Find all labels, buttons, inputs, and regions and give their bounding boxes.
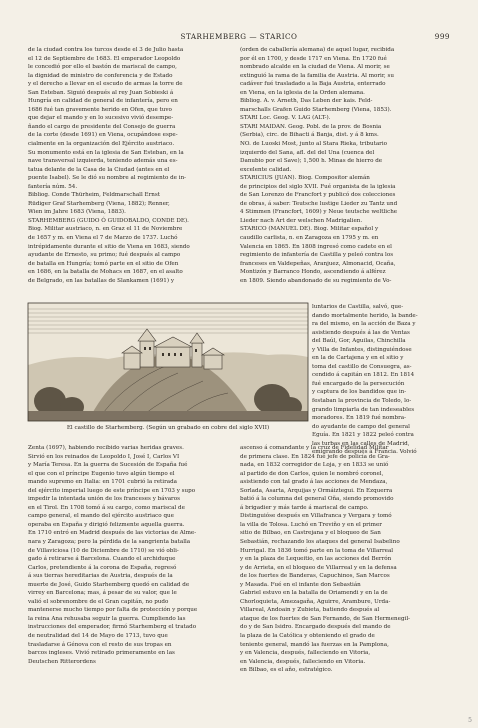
text-line: nombrado alcalde en la ciudad de Viena. Al morir, se bbox=[240, 64, 390, 71]
column-left-top bbox=[28, 46, 224, 298]
text-line: San Esteban. Siguió después al rey Juan Sobieski á bbox=[28, 89, 174, 96]
figure-caption: El castillo de Starhemberg. (Según un grabado en cobre del siglo XVII) bbox=[66, 425, 270, 431]
text-line: asistiendo después á las de Ventas bbox=[312, 329, 410, 336]
text-line: Valencia en 1865. En 1808 ingresó como cadete en el bbox=[240, 243, 392, 250]
text-line: do ayudante de campo del general bbox=[312, 423, 410, 430]
page-number: 999 bbox=[434, 32, 450, 41]
text-line: de los fuertes de Banderas, Capuchinos, San Marcos bbox=[240, 573, 390, 580]
text-line: de la ciudad contra los turcos desde el 3 de Julio hasta bbox=[28, 47, 184, 53]
text-line: de obras, á saber: Teutsche lustige Lieder zu Tantz und bbox=[240, 200, 398, 207]
text-line: de 1657 y m. en Viena el 7 de Marzo de 1737. Luchó bbox=[28, 235, 178, 242]
text-line: Eguía. En 1821 y 1822 peleó contra bbox=[312, 432, 414, 439]
text-line: ataque de los fuertes de San Fernando, de San Hermenegil- bbox=[240, 615, 411, 622]
text-line: STARHEMBERG (GUIDO Ó GUIDOBALDO, CONDE DE). bbox=[28, 217, 189, 224]
text-line: Bibliog. A. v. Arneth, Das Leben der kais. Feld- bbox=[240, 98, 373, 105]
text-line: asistiendo con tal grado á las acciones de Mendaza, bbox=[240, 479, 388, 486]
text-line: en Valencia, después, falleciendo en Vitoria. bbox=[240, 658, 366, 665]
text-line: ascenso á comandante y la cruz de Fidelidad Militar bbox=[240, 445, 389, 451]
text-line: extinguió la rama de la familia de Austria. Al morir, su bbox=[240, 72, 394, 79]
text-line: puente Isabel). Se le dió su nombre al regimiento de in- bbox=[28, 175, 187, 182]
text-line: y el derecho a llevar en el escudo de armas la torre de bbox=[28, 81, 183, 88]
text-line: de batalla en Hungría; tomó parte en el sitio de Ofen bbox=[28, 260, 179, 267]
column-right-top bbox=[240, 46, 452, 298]
column-left-bottom bbox=[28, 444, 224, 698]
text-line: de primera clase. En 1824 fué jefe de policía de Gra- bbox=[240, 453, 390, 460]
text-line: y Villa de Infantes, distinguiéndose bbox=[312, 346, 412, 353]
text-line: franceses en Valdepeñas, Aranjuez, Almonacid, Ocaña, bbox=[240, 260, 396, 267]
text-line: izquierdo del Sana, afl. del del Una (cuenca del bbox=[240, 149, 375, 156]
text-line: tatua delante de la Casa de la Ciudad (antes en el bbox=[28, 166, 170, 173]
text-line: Rüdiger Graf Starhemberg (Viena, 1882); Renner, bbox=[28, 200, 170, 207]
text-line: toma del castillo de Consuegra, as- bbox=[312, 363, 412, 370]
text-line: mantenerse mucho tiempo por falta de protección y porque bbox=[28, 607, 198, 614]
text-line: de Villaviciosa (10 de Diciembre de 1710) se vió obli- bbox=[28, 547, 179, 554]
text-line: cendido á capitán en 1812. En 1814 bbox=[312, 372, 415, 379]
text-line: Deutschen Ritterordens bbox=[28, 658, 96, 665]
text-line: cadáver fué trasladado a la Baja Austria, enterrado bbox=[240, 81, 386, 88]
text-line: nara y Zaragoza; pero la pérdida de la sangrienta batalla bbox=[28, 539, 191, 546]
text-line: sitio de Bilbao, en Castrejana y el bloqueo de San bbox=[240, 530, 381, 537]
text-line: por él en 1700, y desde 1717 en Viena. En 1720 fué bbox=[240, 55, 387, 62]
text-line: valió el sobrenombre de el Gran capitán, no pudo bbox=[28, 598, 169, 605]
text-line: en la de Cartajena y en el sitio y bbox=[312, 355, 404, 362]
text-line: Sebastián, rechazando los ataques del general Isabelino bbox=[240, 539, 400, 546]
column-right-bottom bbox=[240, 444, 452, 698]
text-line: Bibliog. Conde Thürheim, Feldmarschall Ernst bbox=[28, 192, 160, 199]
text-line: Gabriel estuvo en la batalla de Oriamendi y en la de bbox=[240, 590, 388, 597]
text-line: nada, en 1832 corregidor de Loja, y en 1833 se unió bbox=[240, 462, 389, 469]
text-line: del Baúl, Gor, Aguilas, Chinchilla bbox=[312, 338, 406, 345]
text-line: dando mortalmente herido, la bande- bbox=[312, 312, 418, 319]
text-line: y Masada. Fué en el infante don Sebastián bbox=[240, 581, 361, 588]
text-line: y en Valencia, después, falleciendo en Vitoria, bbox=[240, 650, 371, 657]
text-line: 1686 fué tan gravemente herido en Ofen, que tuvo bbox=[28, 106, 172, 113]
text-line: Hungría en calidad de general de infantería, pero en bbox=[28, 98, 178, 105]
text-line: STARICIUS (JUAN). Biog. Compositor alemán bbox=[240, 175, 370, 182]
text-line: Hurrigal. En 1836 tomó parte en la toma de Villarreal bbox=[240, 547, 394, 554]
text-line: y María Teresa. En la guerra de Sucesión de España fué bbox=[28, 462, 188, 469]
corner-mark: 5 bbox=[468, 717, 472, 724]
text-line: Villareal, Andoain y Zubieta, batiendo después al bbox=[240, 607, 380, 614]
text-line: caudillo carlista, n. en Zaragoza en 1795 y m. en bbox=[240, 235, 379, 242]
page-header bbox=[28, 32, 450, 44]
text-line: en el Tirol. En 1708 tomó á su cargo, como mariscal de bbox=[28, 504, 185, 511]
text-line: STARI MAIDAN. Geog. Pobl. de la prov. de Bosnia bbox=[240, 123, 382, 130]
text-line: y en la plaza de Lequeitio, en las acciones del Berrón bbox=[240, 556, 392, 563]
text-line: (Serbia), circ. de Bihacti á Banja, dist. y á 8 kms. bbox=[240, 132, 379, 139]
text-line: Biog. Militar austriaco, n. en Graz el 11 de Noviembre bbox=[28, 226, 183, 233]
text-line: ra del mismo, en la acción de Baza y bbox=[312, 321, 416, 328]
text-line: impedir la intentada unión de los franceses y bávaros bbox=[28, 496, 180, 503]
running-head: STARHEMBERG — STARICO bbox=[180, 32, 298, 41]
text-line: le concedió por ello el bastón de mariscal de campo, bbox=[28, 64, 177, 71]
text-line: STARI Loc. Geog. V. LAG (ALT-). bbox=[240, 115, 331, 122]
text-line: ñando el cargo de presidente del Consejo de guerra bbox=[28, 123, 176, 130]
text-line: y de Arrieta, en el bloqueo de Villarreal y en la defensa bbox=[240, 564, 397, 571]
text-line: batió á la columna del general Oña, siendo promovido bbox=[240, 496, 394, 503]
text-line: muerte de José, Guido Starhemberg quedó en calidad de bbox=[28, 581, 190, 588]
text-line: Distinguióse después en Villafranca y Vergara y tomó bbox=[240, 513, 392, 520]
text-line: do y de San Isidro. Encargado después del mando de bbox=[240, 624, 391, 631]
text-line: fué encargado de la persecución bbox=[312, 380, 405, 387]
text-line: NO. de Luoski Most, junto al Stara Rieka, tributario bbox=[240, 141, 387, 148]
text-line: del ejército imperial luego de este príncipe en 1703 y supo bbox=[28, 487, 196, 494]
text-line: regimiento de infantería de Castilla y peleó contra los bbox=[240, 252, 394, 259]
text-line: Carlos, pretendiente á la corona de España, regresó bbox=[28, 564, 177, 571]
text-line: campo general, el mando del ejército austriaco que bbox=[28, 513, 174, 520]
text-line: operaba en España y dirigió felizmente aquella guerra. bbox=[28, 521, 185, 528]
text-line: en Bilbao, es el año, estratégico. bbox=[240, 667, 333, 674]
text-line: de Belgrado, en las batallas de Slankamen (1691) y bbox=[28, 277, 174, 284]
text-line: las turbas en las calles de Madrid, bbox=[312, 440, 410, 447]
text-line: la dignidad de ministro de conferencia y de Estado bbox=[28, 72, 173, 79]
text-line: virrey en Barcelona; mas, á pesar de su valor, que le bbox=[28, 590, 177, 597]
text-line: de San Lorenzo de Francfort y publicó dos colecciones bbox=[240, 192, 396, 199]
text-line: la reina Ana rehusaba seguir la guerra. Cumpliendo las bbox=[28, 615, 186, 622]
text-line: Montizón y Barranco Hondo, ascendiendo á alférez bbox=[240, 269, 386, 276]
text-line: cialmente en la organización del Ejército austriaco. bbox=[28, 141, 175, 148]
text-line: Chorloquieta, Amezagaña, Aguirre, Arambure, Urda- bbox=[240, 598, 391, 605]
text-line: marschalls Grafen Guido Starhemberg (Viena, 1853). bbox=[240, 106, 392, 113]
text-line: moradores. En 1819 fué nombra- bbox=[312, 415, 407, 422]
text-line: á sus tierras hereditarias de Austria, después de la bbox=[28, 573, 173, 580]
text-line: excelente calidad. bbox=[240, 166, 292, 173]
text-line: y captura de los bandidos que in- bbox=[312, 389, 407, 396]
text-line: instrucciones del emperador, firmó Starhemberg el tratado bbox=[28, 624, 197, 631]
text-line: Zenta (1697), habiendo recibido varias heridas graves. bbox=[28, 445, 184, 451]
text-line: STARICO (MANUEL DE). Biog. Militar español y bbox=[240, 226, 379, 233]
text-line: al partido de don Carlos, quien le nombró coronel, bbox=[240, 470, 384, 477]
text-line: teniente general, mandó las fuerzas en la Pamplona, bbox=[240, 641, 389, 648]
text-line: que dejar el mando y en lo sucesivo vivió desempe- bbox=[28, 115, 174, 122]
text-line: Sorlada, Asarta, Arquijas y Ormáiztegui. En Ezquerra bbox=[240, 487, 393, 494]
castle-engraving-illustration bbox=[28, 303, 308, 421]
text-line: nave transversal izquierda, teniendo además una es- bbox=[28, 158, 178, 165]
text-line: Sirvió en los reinados de Leopoldo I, José I, Carlos VI bbox=[28, 453, 180, 460]
text-line: en 1686, en la batalla de Mohacs en 1687, en el asalto bbox=[28, 269, 183, 276]
text-line: emigrando después á Francia. Volvió bbox=[312, 449, 417, 456]
figure bbox=[28, 303, 308, 439]
text-line: Danubio por el Save); 1,500 h. Minas de hierro de bbox=[240, 158, 383, 165]
text-line: ayudante de Ernesto, su primo; fué después al campo bbox=[28, 252, 181, 259]
text-line: el que con el príncipe Eugenio tuvo algún tiempo el bbox=[28, 470, 175, 477]
text-line: Su monumento está en la iglesia de San Esteban, en la bbox=[28, 149, 184, 156]
text-line: Lieder nach Art der welschen Madrigalien. bbox=[240, 217, 363, 224]
text-line: trasladarse á Génova con el resto de sus tropas en bbox=[28, 641, 172, 648]
text-line: Wien im Jahre 1683 (Viena, 1883). bbox=[28, 209, 126, 216]
text-line: la plaza de la Católica y obteniendo el grado de bbox=[240, 633, 375, 640]
text-line: festaban la provincia de Toledo, lo- bbox=[312, 398, 412, 405]
text-line: (orden de caballería alemana) de aquel lugar, recibida bbox=[240, 47, 395, 53]
text-line: el 12 de Septiembre de 1683. El emperador Leopoldo bbox=[28, 55, 181, 62]
text-line: de la corte (desde 1691) en Viena, ocupándose espe- bbox=[28, 132, 178, 139]
text-line: en 1809. Siendo abandonado de su regimiento de Vo- bbox=[240, 277, 392, 284]
text-line: luntarios de Castilla, salvó, que- bbox=[312, 304, 404, 310]
text-line: á brigadier y más tarde á mariscal de campo. bbox=[240, 504, 369, 511]
text-line: 4 Stimmen (Francfort, 1609) y Neue teutsche weltliche bbox=[240, 209, 398, 216]
text-line: gado á retirarse á Barcelona. Cuando el archiduque bbox=[28, 556, 176, 563]
text-line: intrépidamente durante el sitio de Viena en 1683, siendo bbox=[28, 243, 190, 250]
text-line: grando limpiarla de tan indeseables bbox=[312, 406, 415, 413]
text-line: mando supremo en Italia: en 1701 cubrió la retirada bbox=[28, 479, 177, 486]
text-line: de principios del siglo XVII. Fué organista de la iglesia bbox=[240, 183, 396, 190]
text-line: de neutralidad del 14 de Mayo de 1713, tuvo que bbox=[28, 633, 168, 640]
text-line: En 1710 entró en Madrid después de las victorias de Alme- bbox=[28, 530, 197, 537]
text-line: en Viena, en la iglesia de la Orden alemana. bbox=[240, 89, 365, 96]
text-line: fantería núm. 54. bbox=[28, 183, 78, 190]
text-line: barcos ingleses. Vivió retirado primeramente en las bbox=[28, 650, 175, 657]
text-line: la villa de Tolosa. Luchó en Treviño y en el primer bbox=[240, 521, 382, 528]
